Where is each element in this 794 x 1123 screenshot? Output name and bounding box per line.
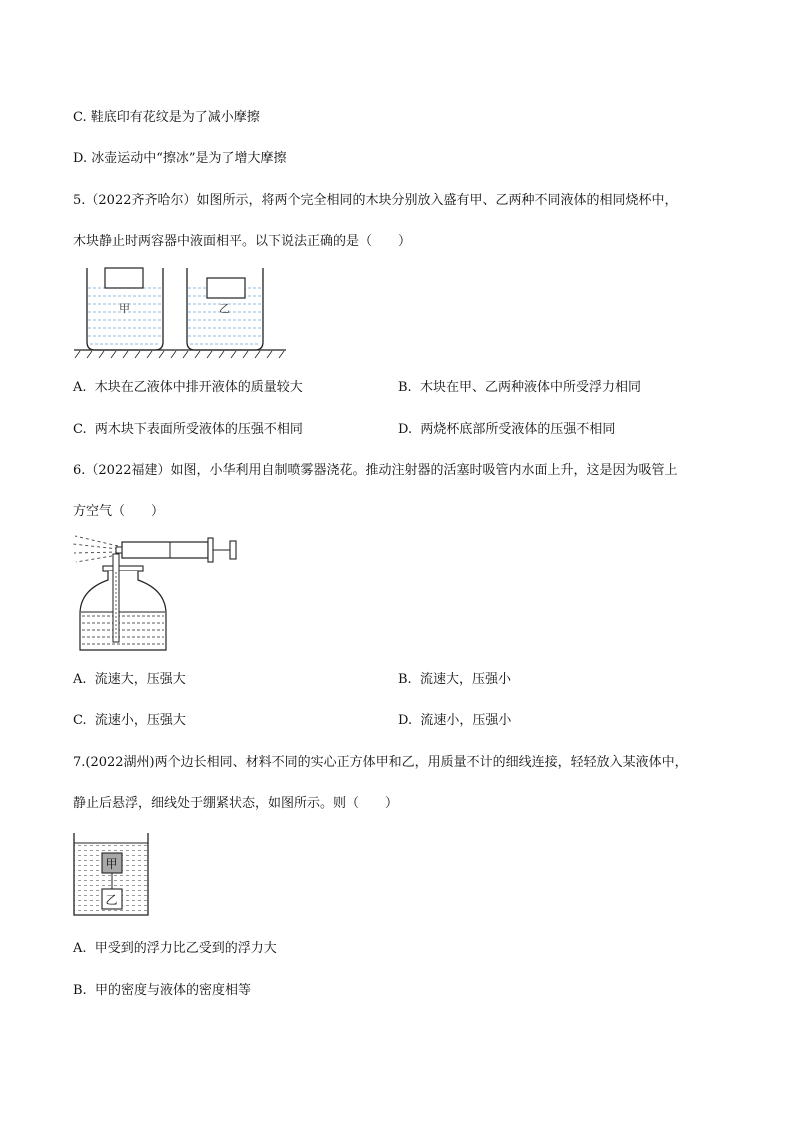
q7-label-jia: 甲 bbox=[105, 857, 118, 871]
q5-label-jia: 甲 bbox=[119, 302, 130, 315]
q7-option-b: B. 甲的密度与液体的密度相等 bbox=[73, 983, 251, 998]
q7-option-a: A. 甲受到的浮力比乙受到的浮力大 bbox=[73, 941, 277, 956]
q7-stem-line1: 7.(2022湖州)两个边长相同、材料不同的实心正方体甲和乙，用质量不计的细线连接，轻轻放入某液体中， bbox=[73, 755, 688, 770]
option-c-prev: C. 鞋底印有花纹是为了减小摩擦 bbox=[73, 110, 260, 125]
q6-option-b: B. 流速大，压强小 bbox=[398, 672, 511, 687]
q7-figure-cubes bbox=[72, 833, 152, 919]
q5-stem-line2: 木块静止时两容器中液面相平。以下说法正确的是（ ） bbox=[73, 234, 412, 249]
q5-option-c: C. 两木块下表面所受液体的压强不相同 bbox=[73, 422, 303, 437]
q6-option-c: C. 流速小，压强大 bbox=[73, 713, 186, 728]
q7-label-yi: 乙 bbox=[105, 893, 118, 907]
q5-option-a: A. 木块在乙液体中排开液体的质量较大 bbox=[73, 380, 303, 395]
q5-label-yi: 乙 bbox=[219, 302, 230, 315]
q5-figure-beakers bbox=[70, 262, 290, 362]
q6-option-a: A. 流速大，压强大 bbox=[73, 672, 186, 687]
q6-figure-sprayer bbox=[70, 532, 245, 657]
q5-option-d: D. 两烧杯底部所受液体的压强不相同 bbox=[398, 422, 616, 437]
q6-stem-line1: 6.（2022福建）如图，小华利用自制喷雾器浇花。推动注射器的活塞时吸管内水面上升，这是因为吸管上 bbox=[73, 463, 678, 478]
q5-option-b: B. 木块在甲、乙两种液体中所受浮力相同 bbox=[398, 380, 641, 395]
q5-stem-line1: 5.（2022齐齐哈尔）如图所示，将两个完全相同的木块分别放入盛有甲、乙两种不同液体的相同烧杯中， bbox=[73, 193, 678, 208]
q6-option-d: D. 流速小，压强小 bbox=[398, 713, 512, 728]
q7-stem-line2: 静止后悬浮，细线处于绷紧状态，如图所示。则（ ） bbox=[73, 796, 399, 811]
q6-stem-line2: 方空气（ ） bbox=[73, 504, 165, 519]
option-d-prev: D. 冰壶运动中“擦冰”是为了增大摩擦 bbox=[73, 151, 287, 166]
